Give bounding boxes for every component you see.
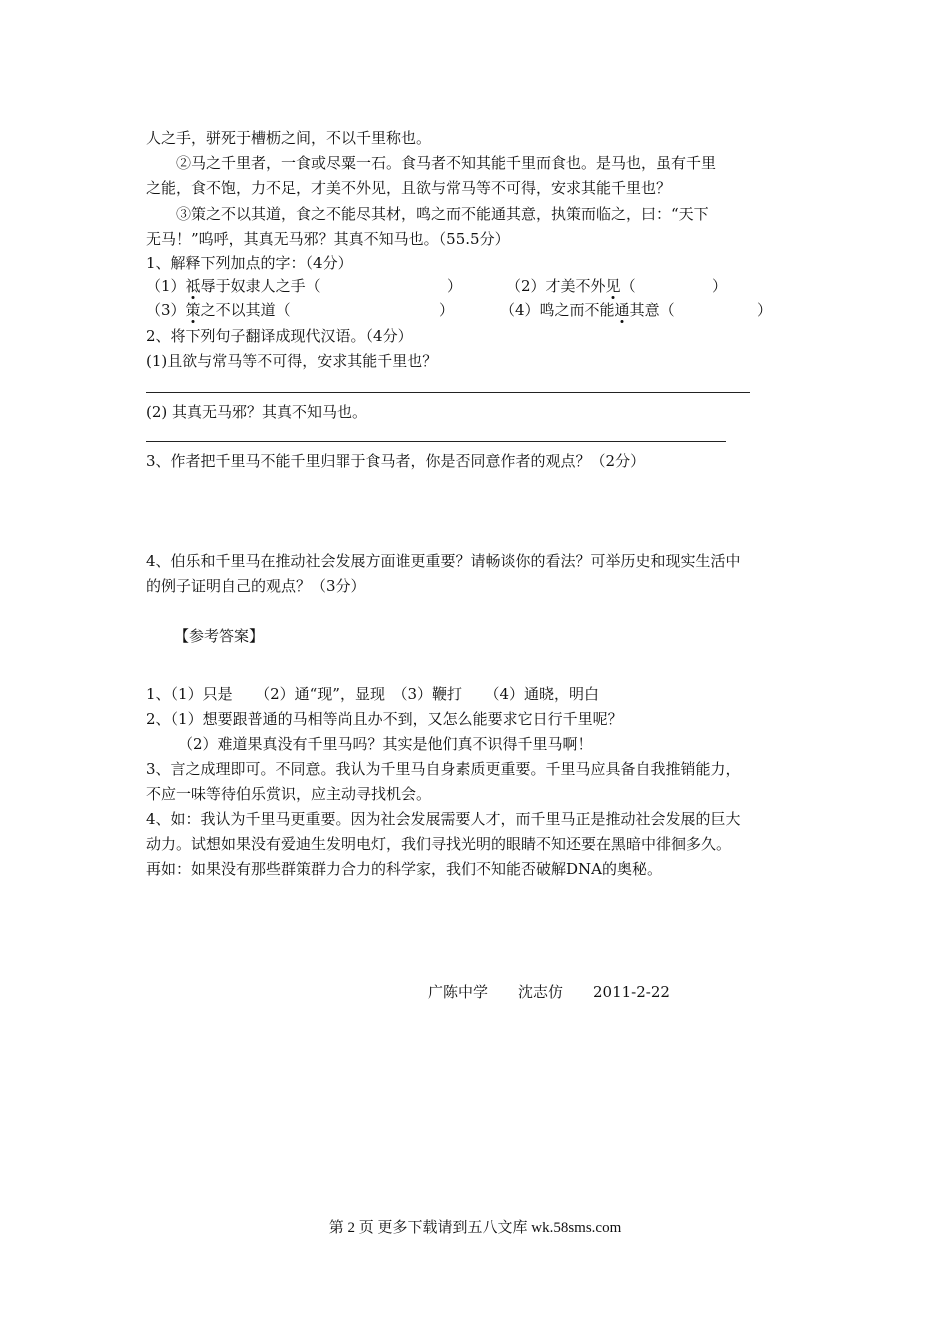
answers-heading: 【参考答案】 — [174, 627, 265, 645]
answer-line-text: 4、如：我认为千里马更重要。因为社会发展需要人才，而千里马正是推动社会发展的巨大 — [146, 810, 741, 828]
question-4-line: 的例子证明自己的观点？（3分） — [146, 577, 366, 595]
question-2-sentence-2: (2) 其真无马邪？其真不知马也。 — [146, 403, 368, 421]
question-1-item-3 — [146, 300, 291, 320]
answer-line-text: 1、（1）只是 （2）通“现”，显现 （3）鞭打 （4）通晓，明白 — [146, 685, 600, 703]
question-2-sentence-1: (1)且欲与常马等不可得，安求其能千里也？ — [146, 352, 438, 370]
item-text: 之不以其道（ — [200, 301, 291, 319]
passage-line: 之能，食不饱，力不足，才美不外见，且欲与常马等不可得，安求其能千里也？ — [146, 179, 672, 197]
question-2-title: 2、将下列句子翻译成现代汉语。（4分） — [146, 327, 413, 345]
question-4-line: 4、伯乐和千里马在推动社会发展方面谁更重要？请畅谈你的看法？可举历史和现实生活中 — [146, 552, 741, 570]
answer-line-text: 再如：如果没有那些群策群力合力的科学家，我们不知能否破解DNA的奥秘。 — [146, 860, 662, 878]
answer-line — [146, 441, 726, 442]
dotted-char: 通 — [614, 301, 630, 319]
answer-line-text: （2）难道果真没有千里马吗？其实是他们真不识得千里马啊！ — [178, 735, 593, 753]
dotted-char: 策 — [185, 301, 201, 319]
dotted-char: 见 — [605, 277, 621, 295]
answer-line — [146, 392, 750, 393]
passage-line: ②马之千里者，一食或尽粟一石。食马者不知其能千里而食也。是马也，虽有千里 — [176, 154, 717, 172]
dotted-char: 祗 — [185, 277, 201, 295]
item-prefix: （2）才美不外 — [506, 277, 606, 295]
passage-line: ③策之不以其道，食之不能尽其材，鸣之而不能通其意，执策而临之，曰：“天下 — [176, 205, 709, 223]
passage-line: 人之手，骈死于槽枥之间，不以千里称也。 — [146, 129, 432, 147]
page-footer: 第 2 页 更多下载请到五八文库 wk.58sms.com — [328, 1220, 622, 1236]
answer-blank-close: ） — [712, 277, 728, 295]
item-text: （ — [620, 277, 636, 295]
passage-line: 无马！”呜呼，其真无马邪？其真不知马也。（55.5分） — [146, 230, 510, 248]
answer-blank-close: ） — [757, 301, 773, 319]
question-1-title: 1、解释下列加点的字：（4分） — [146, 254, 353, 272]
item-prefix: （3） — [146, 301, 186, 319]
item-text: 辱于奴隶人之手（ — [200, 277, 321, 295]
answer-line-text: 不应一味等待伯乐赏识，应主动寻找机会。 — [146, 785, 432, 803]
question-1-item-2 — [506, 276, 636, 296]
author-signature: 广陈中学 沈志仿 2011-2-22 — [428, 983, 670, 1001]
question-1-item-4 — [500, 300, 675, 320]
item-text: 其意（ — [629, 301, 675, 319]
answer-blank-close: ） — [447, 277, 463, 295]
question-3: 3、作者把千里马不能千里归罪于食马者，你是否同意作者的观点？（2分） — [146, 452, 646, 470]
question-1-item-1 — [146, 276, 321, 296]
item-prefix: （1） — [146, 277, 186, 295]
answer-blank-close: ） — [439, 301, 455, 319]
answer-line-text: 2、（1）想要跟普通的马相等尚且办不到，又怎么能要求它日行千里呢？ — [146, 710, 623, 728]
item-prefix: （4）鸣之而不能 — [500, 301, 615, 319]
answer-line-text: 动力。试想如果没有爱迪生发明电灯，我们寻找光明的眼睛不知还要在黑暗中徘徊多久。 — [146, 835, 732, 853]
answer-line-text: 3、言之成理即可。不同意。我认为千里马自身素质更重要。千里马应具备自我推销能力， — [146, 760, 741, 778]
